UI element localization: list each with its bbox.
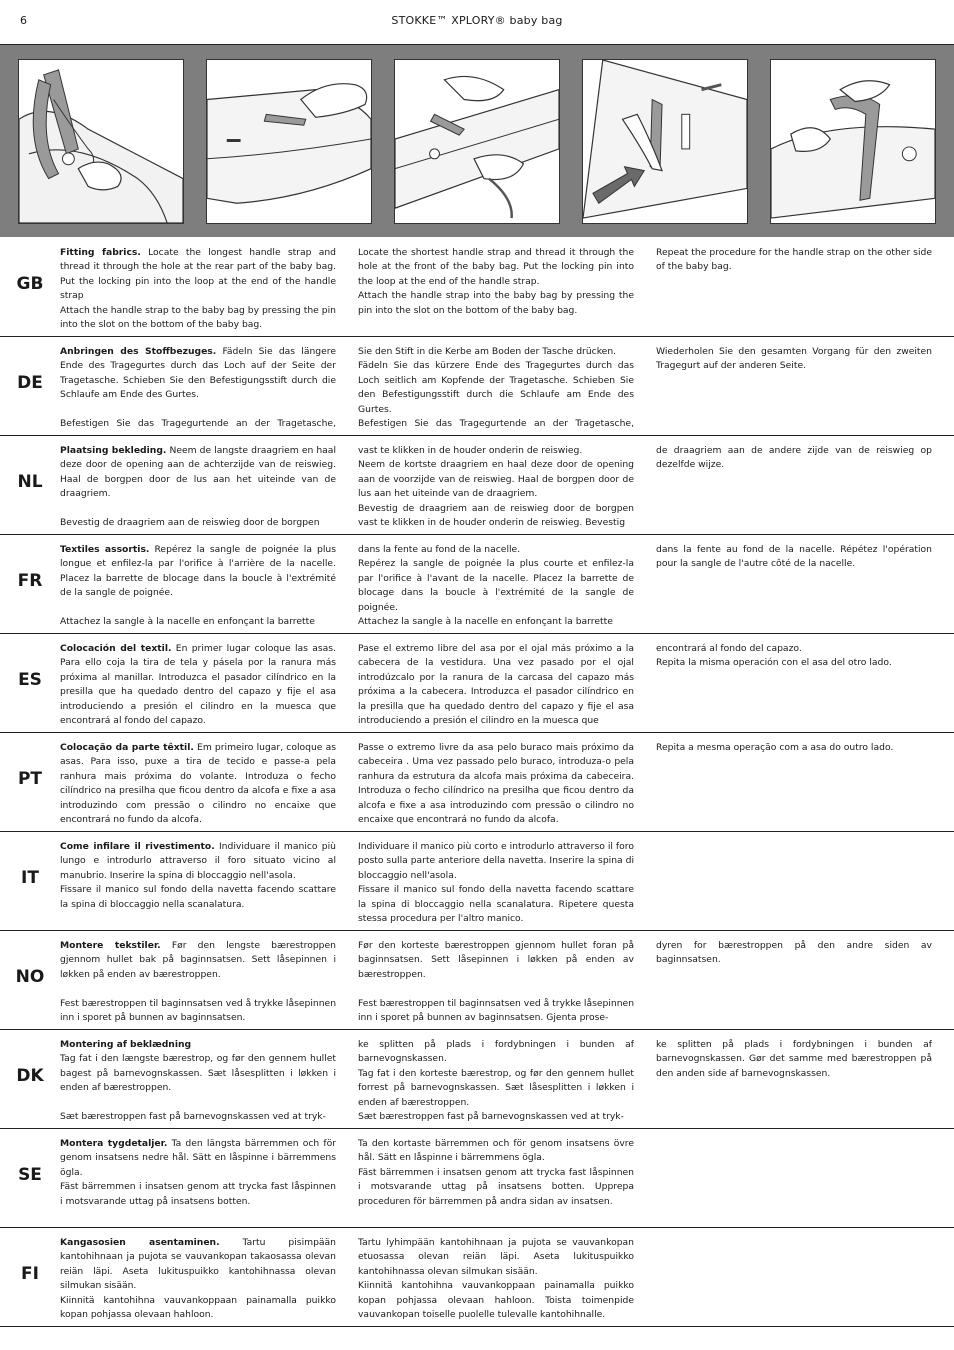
instruction-text: Em primeiro lugar, coloque as asas. Para isso, puxe a tira de tecido e passe-a pela ranhura mais próxima do volante. Introduza o fecho cilíndrico na presilha que ficou dentro da alcofa e fixe a asa introduzindo com pressão o cilindro no encaixe que encontrará no fundo da alcofa. — [60, 742, 336, 826]
section-heading: Montering af beklædning — [60, 1039, 192, 1050]
instruction-column-2 — [358, 345, 634, 430]
instruction-column-3 — [656, 741, 932, 826]
instruction-column-1 — [60, 939, 336, 1024]
language-section-no — [0, 931, 954, 1030]
language-section-dk — [0, 1030, 954, 1129]
instruction-column-1 — [60, 642, 336, 727]
section-heading: Fitting fabrics. — [60, 247, 141, 258]
section-heading: Anbringen des Stoffbezuges. — [60, 346, 217, 357]
instruction-column-1 — [60, 345, 336, 430]
instruction-column-1 — [60, 741, 336, 826]
section-heading: Colocación del textil. — [60, 643, 172, 654]
instruction-text: Repita a mesma operação com a asa do outro lado. — [656, 742, 894, 753]
instruction-text: dans la fente au fond de la nacelle. Repérez la sangle de poignée la plus courte et enfilez-la par l'orifice à l'avant de la nacelle. Placez la barrette de blocage dans la boucle à l'extrémité de la sangle de poignée. Attachez la sangle à la nacelle en enfonçant la barrette — [358, 544, 634, 628]
instruction-column-2 — [358, 543, 634, 628]
instruction-column-3 — [656, 939, 932, 1024]
instruction-text: vast te klikken in de houder onderin de reiswieg. Neem de kortste draagriem en haal deze door de opening aan de voorzijde van de reiswieg. Haal de borgpen door de lus aan het uiteinde van de draagriem. Bevestig de draagriem aan de reiswieg door de borgpen vast te klikken in de houder onderin de reiswieg. Bevestig — [358, 445, 634, 529]
instruction-text: Før den korteste bærestroppen gjennom hullet foran på baginnsatsen. Sett låsepinnen i løkken på enden av bærestroppen. Fest bærestroppen til baginnsatsen ved å trykke låsepinnen inn i sporet på bunnen av baginnsatsen. Gjenta prose- — [358, 940, 634, 1024]
instruction-column-1 — [60, 1038, 336, 1123]
instruction-column-3 — [656, 543, 932, 628]
instruction-text: Individuare il manico più corto e introdurlo attraverso il foro posto sulla parte anteriore della navetta. Inserire la spina di bloccaggio nell'asola. Fissare il manico sul fondo della navetta facendo scattare la spina di bloccaggio nella scanalatura. Ripetere questa stessa procedura per l'altro manico. — [358, 841, 634, 925]
instruction-text: Repeat the procedure for the handle strap on the other side of the baby bag. — [656, 247, 932, 273]
instruction-column-2 — [358, 642, 634, 727]
instruction-column-3 — [656, 642, 932, 727]
section-heading: Colocação da parte têxtil. — [60, 742, 194, 753]
instruction-column-3 — [656, 345, 932, 430]
instruction-column-1 — [60, 246, 336, 331]
instruction-column-2 — [358, 1137, 634, 1222]
arrow-pointing-to-locking-pin-icon — [583, 60, 747, 223]
instruction-column-1 — [60, 444, 336, 529]
instruction-text: Tag fat i den længste bærestrop, og før den gennem hullet bagest på barnevognskassen. Sæt låsesplitten i løkken i enden af bærestroppen. Sæt bærestroppen fast på barnevognskassen ved at tryk- — [60, 1053, 336, 1123]
instruction-column-2 — [358, 246, 634, 331]
instruction-text: de draagriem aan de andere zijde van de reiswieg op dezelfde wijze. — [656, 445, 932, 471]
language-code: IT — [21, 868, 39, 888]
instruction-text: Neem de langste draagriem en haal deze door de opening aan de achterzijde van de reiswieg. Haal de borgpen door de lus aan het uiteinde van de draagriem. Bevestig de draagriem aan de reiswieg door de borgpen — [60, 445, 336, 529]
hand-pulling-strap-under-bag-icon — [207, 60, 371, 223]
instruction-column-3 — [656, 840, 932, 925]
language-code: ES — [18, 670, 42, 690]
instruction-column-2 — [358, 444, 634, 529]
instruction-column-3 — [656, 1236, 932, 1321]
hands-attaching-strap-other-side-icon — [771, 60, 935, 223]
language-code: GB — [16, 274, 44, 294]
language-section-es — [0, 634, 954, 733]
section-heading: Come infilare il rivestimento. — [60, 841, 215, 852]
instruction-text: Før den lengste bærestroppen gjennom hullet bak på baginnsatsen. Sett låsepinnen i løkken på enden av bærestroppen. Fest bærestroppen til baginnsatsen ved å trykke låsepinnen inn i sporet på bunnen av baginnsatsen. — [60, 940, 336, 1024]
illustration-panel-5 — [770, 59, 936, 224]
instruction-text: Repérez la sangle de poignée la plus longue et enfilez-la par l'orifice à l'arrière de la nacelle. Placez la barrette de blocage dans la boucle à l'extrémité de la sangle de poignée. Attachez la sangle à la nacelle en enfonçant la barrette — [60, 544, 336, 628]
instruction-text: dyren for bærestroppen på den andre siden av baginnsatsen. — [656, 940, 932, 966]
hand-threading-handle-strap-icon — [19, 60, 183, 223]
illustration-panel-1 — [18, 59, 184, 224]
instruction-text: Locate the shortest handle strap and thread it through the hole at the front of the baby bag. Put the locking pin into the loop at the end of the handle strap. Attach the handle strap into the baby bag by pressing the pin into the slot on the bottom of the baby bag. — [358, 247, 634, 316]
instruction-column-1 — [60, 1236, 336, 1321]
hands-holding-strap-at-front-icon — [395, 60, 559, 223]
instruction-column-3 — [656, 444, 932, 529]
instruction-column-2 — [358, 840, 634, 925]
instruction-text: Tartu pisimpään kantohihnaan ja pujota se vauvankopan takaosassa olevan reiän läpi. Aseta lukituspuikko kantohihnassa olevan silmukan sisään. Kiinnitä kantohihna vauvankoppaan painamalla puikko kopan pohjassa olevaan hahloon. — [60, 1237, 336, 1321]
illustration-panel-4 — [582, 59, 748, 224]
language-section-fr — [0, 535, 954, 634]
language-code: FI — [21, 1264, 39, 1284]
instruction-text: Pase el extremo libre del asa por el ojal más próximo a la cabecera de la vestidura. Una vez pasado por el ojal introdúzcalo por la ranura de la carcasa del capazo más próxima a la cabecera. Introduzca el pasador cilíndrico en la presilla que ha quedado dentro del capazo y fije el asa introduciendo a presión el cilindro en la muesca que — [358, 643, 634, 727]
illustration-panel-3 — [394, 59, 560, 224]
instruction-text: Sie den Stift in die Kerbe am Boden der Tasche drücken. Fädeln Sie das kürzere Ende des Tragegurtes durch das Loch seitlich am Kopfende der Tragetasche. Schieben Sie den Befestigungsstift durch die Schlaufe am Ende des Gurtes. Befestigen Sie das Tragegurtende an der Tragetasche, — [358, 346, 634, 430]
section-heading: Montera tygdetaljer. — [60, 1138, 168, 1149]
language-code: SE — [18, 1165, 42, 1185]
page-number: 6 — [20, 14, 27, 27]
language-section-gb — [0, 238, 954, 337]
page-title: STOKKE™ XPLORY® baby bag — [391, 14, 563, 27]
language-section-it — [0, 832, 954, 931]
section-heading: Textiles assortis. — [60, 544, 150, 555]
instruction-text: ke splitten på plads i fordybningen i bunden af barnevognskassen. Tag fat i den korteste bærestrop, og før den gennem hullet forrest på barnevognskassen. Sæt låsesplitten i løkken i enden af bærestroppen. Sæt bærestroppen fast på barnevognskassen ved at tryk- — [358, 1039, 634, 1123]
instruction-text: Individuare il manico più lungo e introdurlo attraverso il foro situato vicino al manubrio. Inserire la spina di bloccaggio nell'asola. Fissare il manico sul fondo della navetta facendo scattare la spina di bloccaggio nella scanalatura. — [60, 841, 336, 910]
instruction-column-1 — [60, 1137, 336, 1222]
instruction-column-3 — [656, 246, 932, 331]
instruction-column-2 — [358, 1236, 634, 1321]
section-heading: Kangasosien asentaminen. — [60, 1237, 220, 1248]
section-heading: Plaatsing bekleding. — [60, 445, 167, 456]
instruction-text: Locate the longest handle strap and thread it through the hole at the rear part of the baby bag. Put the locking pin into the loop at the end of the handle strap Attach the handle strap to the baby bag by pressing the pin into the slot on the bottom of the baby bag. — [60, 247, 336, 331]
language-code: FR — [17, 571, 43, 591]
instruction-text: Ta den kortaste bärremmen och för genom insatsens övre hål. Sätt en låspinne i bärremmens ögla. Fäst bärremmen i insatsen genom att trycka fast låspinnen i motsvarande uttag på insatsens botten. Upprepa proceduren för bärremmen på andra sidan av insatsen. — [358, 1138, 634, 1207]
instruction-text: encontrará al fondo del capazo. Repita la misma operación con el asa del otro lado. — [656, 643, 892, 669]
instruction-text: Ta den längsta bärremmen och för genom insatsens nedre hål. Sätt en låspinne i bärremmens ögla. Fäst bärremmen i insatsen genom att trycka fast låspinnen i motsvarande uttag på insatsens botten. — [60, 1138, 336, 1207]
language-section-nl — [0, 436, 954, 535]
instruction-text: Wiederholen Sie den gesamten Vorgang für den zweiten Tragegurt auf der anderen Seite. — [656, 346, 932, 372]
language-code: NL — [17, 472, 43, 492]
instruction-column-2 — [358, 741, 634, 826]
instruction-text: ke splitten på plads i fordybningen i bunden af barnevognskassen. Gør det samme med bærestroppen på den anden side af barnevognskassen. — [656, 1039, 932, 1079]
instruction-column-2 — [358, 1038, 634, 1123]
instruction-text: Passe o extremo livre da asa pelo buraco mais próximo da cabeceira . Uma vez passado pelo buraco, introduza-o pela ranhura da estrutura da alcofa mais próxima da cabeceira. Introduza o fecho cilíndrico na presilha que ficou dentro da alcofa e fixe a asa introduzindo com pressão o cilindro no encaixe que encontrará no fundo da alcofa. — [358, 742, 634, 826]
language-code: NO — [15, 967, 45, 987]
page-header — [0, 14, 954, 32]
instruction-column-2 — [358, 939, 634, 1024]
instruction-text: Tartu lyhimpään kantohihnaan ja pujota se vauvankopan etuosassa olevan reiän läpi. Aseta lukituspuikko kantohihnassa olevan silmukan sisään. Kiinnitä kantohihna vauvankoppaan painamalla puikko kopan pohjassa olevaan hahloon. Toista toimenpide vauvankopan toiselle puolelle tulevalle kantohihnalle. — [358, 1237, 634, 1321]
instruction-column-3 — [656, 1137, 932, 1222]
illustration-band — [0, 45, 954, 237]
language-code: DK — [16, 1066, 44, 1086]
section-heading: Montere tekstiler. — [60, 940, 161, 951]
language-code: DE — [17, 373, 43, 393]
instruction-column-1 — [60, 840, 336, 925]
instruction-text: dans la fente au fond de la nacelle. Répétez l'opération pour la sangle de l'autre côté de la nacelle. — [656, 544, 932, 570]
language-code: PT — [17, 769, 43, 789]
language-section-fi — [0, 1228, 954, 1327]
instruction-text: Fädeln Sie das längere Ende des Tragegurtes durch das Loch auf der Seite der Tragetasche. Schieben Sie den Befestigungsstift durch die Schlaufe am Ende des Gurtes. Befestigen Sie das Tragegurtende an der Tragetasche, — [60, 346, 336, 430]
language-section-se — [0, 1129, 954, 1228]
language-section-pt — [0, 733, 954, 832]
illustration-panel-2 — [206, 59, 372, 224]
instruction-column-3 — [656, 1038, 932, 1123]
language-section-de — [0, 337, 954, 436]
instruction-text: En primer lugar coloque las asas. Para ello coja la tira de tela y pásela por la ranura más próxima al manillar. Introduzca el pasador cilíndrico en la presilla que ha quedado dentro del capazo y fije el asa introduciendo a presión el cilindro en la muesca que encontrará al fondo del capazo. — [60, 643, 336, 727]
instruction-column-1 — [60, 543, 336, 628]
